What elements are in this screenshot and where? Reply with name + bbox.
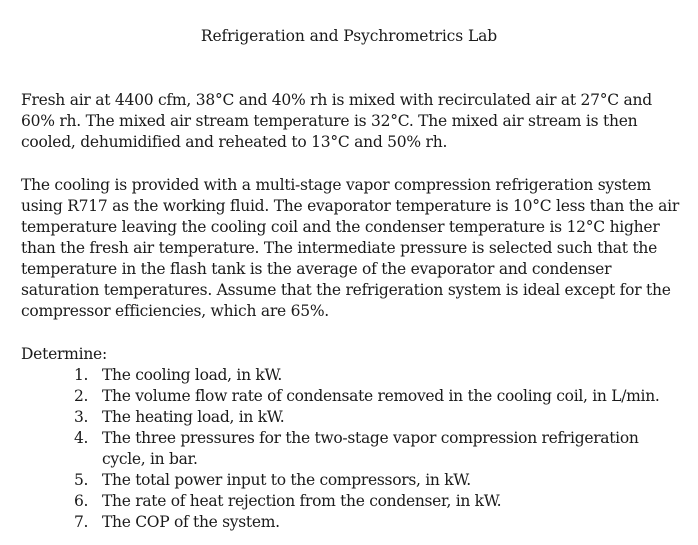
list-item <box>66 470 686 491</box>
paragraph-refrigeration-system: The cooling is provided with a multi-stage vapor compression refrigeration system using R717 as the working fluid. The evaporator temperature is 10°C less than the air temperature leaving the cooling coil and the condenser temperature is 12°C higher than the fresh air temperature. The intermediate pressure is selected such that the temperature in the flash tank is the average of the evaporator and condenser saturation temperatures. Assume that the refrigeration system is ideal except for the compressor efficiencies, which are 65%. <box>21 176 679 320</box>
list-item-number: 4. <box>74 429 89 447</box>
list-item-text: The heating load, in kW. <box>102 408 285 426</box>
list-item <box>66 386 686 407</box>
list-item-number: 7. <box>74 513 89 531</box>
document-title: Refrigeration and Psychrometrics Lab <box>200 27 498 45</box>
list-item-text: The volume flow rate of condensate removed in the cooling coil, in L/min. <box>102 387 660 405</box>
list-item-number: 1. <box>74 366 89 384</box>
paragraph-problem-statement: Fresh air at 4400 cfm, 38°C and 40% rh is mixed with recirculated air at 27°C and 60% rh. The mixed air stream temperature is 32°C. The mixed air stream is then cooled, dehumidified and reheated to 13°C and 50% rh. <box>21 91 652 151</box>
list-item <box>66 428 686 470</box>
list-item-text: The cooling load, in kW. <box>102 366 283 384</box>
list-item-text: The three pressures for the two-stage vapor compression refrigeration cycle, in bar. <box>102 429 639 468</box>
list-item-text: The total power input to the compressors, in kW. <box>102 471 471 489</box>
list-item <box>66 407 686 428</box>
determine-label: Determine: <box>21 345 107 363</box>
list-item <box>66 491 686 512</box>
list-item-text: The rate of heat rejection from the condenser, in kW. <box>102 492 502 510</box>
list-item-number: 6. <box>74 492 89 510</box>
list-item-text: The COP of the system. <box>102 513 280 531</box>
question-list <box>66 365 686 533</box>
list-item-number: 5. <box>74 471 89 489</box>
list-item <box>66 512 686 533</box>
list-item-number: 3. <box>74 408 89 426</box>
list-item <box>66 365 686 386</box>
list-item-number: 2. <box>74 387 89 405</box>
